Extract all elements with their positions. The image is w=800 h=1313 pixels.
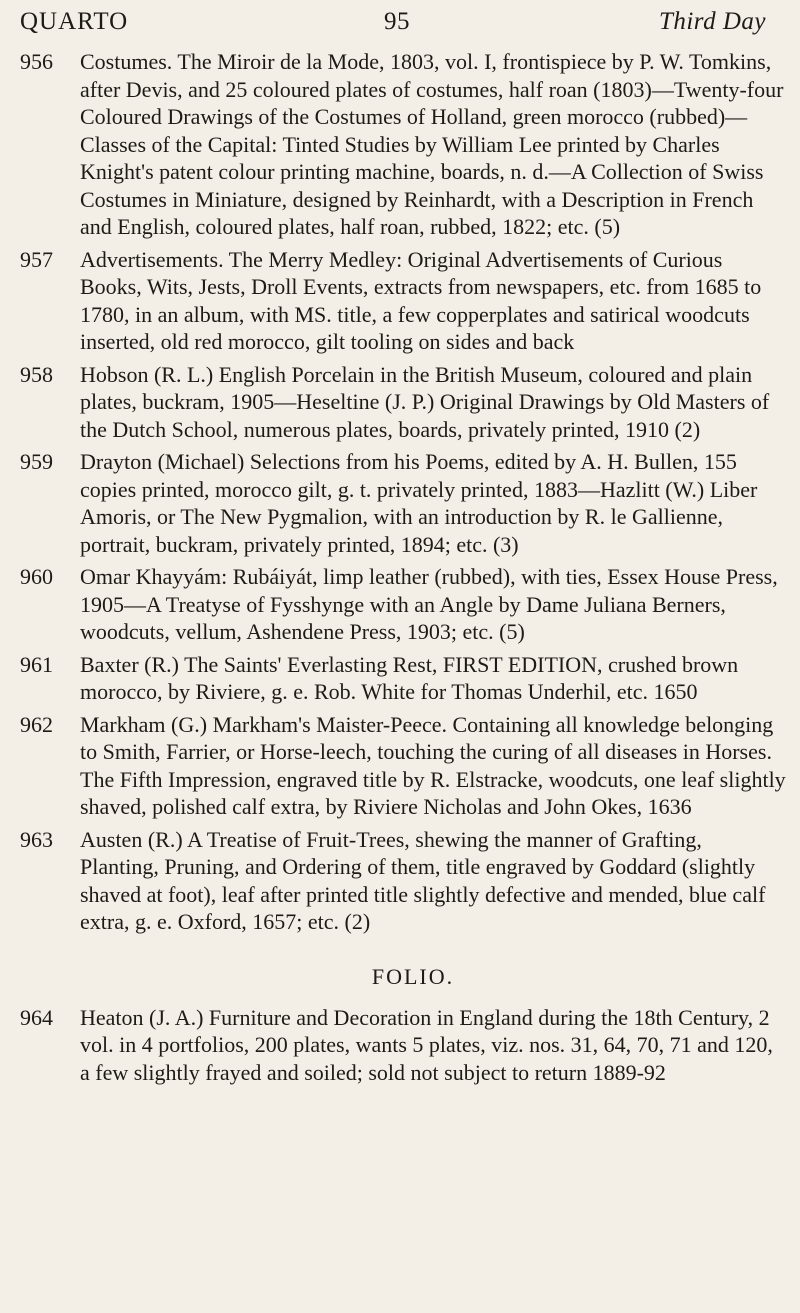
catalogue-entry xyxy=(20,826,786,936)
lot-number: 962 xyxy=(20,711,53,737)
lot-number: 963 xyxy=(20,826,53,852)
header-format: QUARTO xyxy=(20,8,129,35)
lot-description: Austen (R.) A Treatise of Fruit-Trees, shewing the manner of Grafting, Planting, Pruning, and Ordering of them, title engraved by Goddard (slightly shaved at foot), leaf after printed title slightly defective and mended, blue calf extra, g. e. Oxford, 1657; etc. (2) xyxy=(80,826,766,934)
page-header xyxy=(20,8,766,42)
lot-description: Drayton (Michael) Selections from his Poems, edited by A. H. Bullen, 155 copies printed, morocco gilt, g. t. privately printed, 1883—Hazlitt (W.) Liber Amoris, or The New Pygmalion, with an introduction by R. le Gallienne, portrait, buckram, privately printed, 1894; etc. (3) xyxy=(80,449,758,557)
lot-description: Hobson (R. L.) English Porcelain in the British Museum, coloured and plain plates, buckram, 1905—Heseltine (J. P.) Original Drawings by Old Masters of the Dutch School, numerous plates, boards, privately printed, 1910 (2) xyxy=(80,361,770,442)
lot-number: 958 xyxy=(20,361,53,387)
catalogue-entry xyxy=(20,711,786,821)
catalogue-entry xyxy=(20,651,786,706)
catalogue-entry xyxy=(20,48,786,241)
catalogue-entry xyxy=(20,563,786,646)
lot-number: 964 xyxy=(20,1004,53,1030)
lot-number: 959 xyxy=(20,449,53,474)
page-number: 95 xyxy=(384,8,410,35)
catalogue-entries xyxy=(20,48,786,1091)
lot-number: 961 xyxy=(20,651,53,677)
catalogue-entry xyxy=(20,1004,786,1087)
section-heading-folio: FOLIO. xyxy=(371,963,455,989)
lot-description: Omar Khayyám: Rubáiyát, limp leather (rubbed), with ties, Essex House Press, 1905—A Treatyse of Fysshynge with an Angle by Dame Juliana Berners, woodcuts, vellum, Ashendene Press, 1903; etc. (5) xyxy=(80,564,778,644)
lot-number: 957 xyxy=(20,246,53,272)
catalogue-entry xyxy=(20,246,786,356)
header-day: Third Day xyxy=(658,8,766,35)
lot-description: Heaton (J. A.) Furniture and Decoration in England during the 18th Century, 2 vol. in 4 portfolios, 200 plates, wants 5 plates, viz. nos. 31, 64, 70, 71 and 120, a few slightly frayed and soiled; sold not subject to return 1889-92 xyxy=(80,1004,773,1085)
lot-number: 956 xyxy=(20,49,53,74)
lot-description: Markham (G.) Markham's Maister-Peece. Containing all knowledge belonging to Smith, Farrier, or Horse-leech, touching the curing of all diseases in Horses. The Fifth Impression, engraved title by R. Elstracke, woodcuts, one leaf slightly shaved, polished calf extra, by Riviere Nicholas and John Okes, 1636 xyxy=(80,711,786,819)
lot-description: Baxter (R.) The Saints' Everlasting Rest, FIRST EDITION, crushed brown morocco, by Riviere, g. e. Rob. White for Thomas Underhil, etc. 1650 xyxy=(80,651,739,704)
catalogue-entry xyxy=(20,448,786,558)
lot-description: Costumes. The Miroir de la Mode, 1803, vol. I, frontispiece by P. W. Tomkins, after Devis, and 25 coloured plates of costumes, half roan (1803)—Twenty-four Coloured Drawings of the Costumes of Holland, green morocco (rubbed)—Classes of the Capital: Tinted Studies by William Lee printed by Charles Knight's patent colour printing machine, boards, n. d.—A Collection of Swiss Costumes in Miniature, designed by Reinhardt, with a Description in French and English, coloured plates, half roan, rubbed, 1822; etc. (5) xyxy=(80,49,784,239)
lot-number: 960 xyxy=(20,564,53,589)
lot-description: Advertisements. The Merry Medley: Original Advertisements of Curious Books, Wits, Jests, Droll Events, extracts from newspapers, etc. from 1685 to 1780, in an album, with MS. title, a few copperplates and satirical woodcuts inserted, old red morocco, gilt tooling on sides and back xyxy=(80,246,762,354)
catalogue-entry xyxy=(20,361,786,444)
